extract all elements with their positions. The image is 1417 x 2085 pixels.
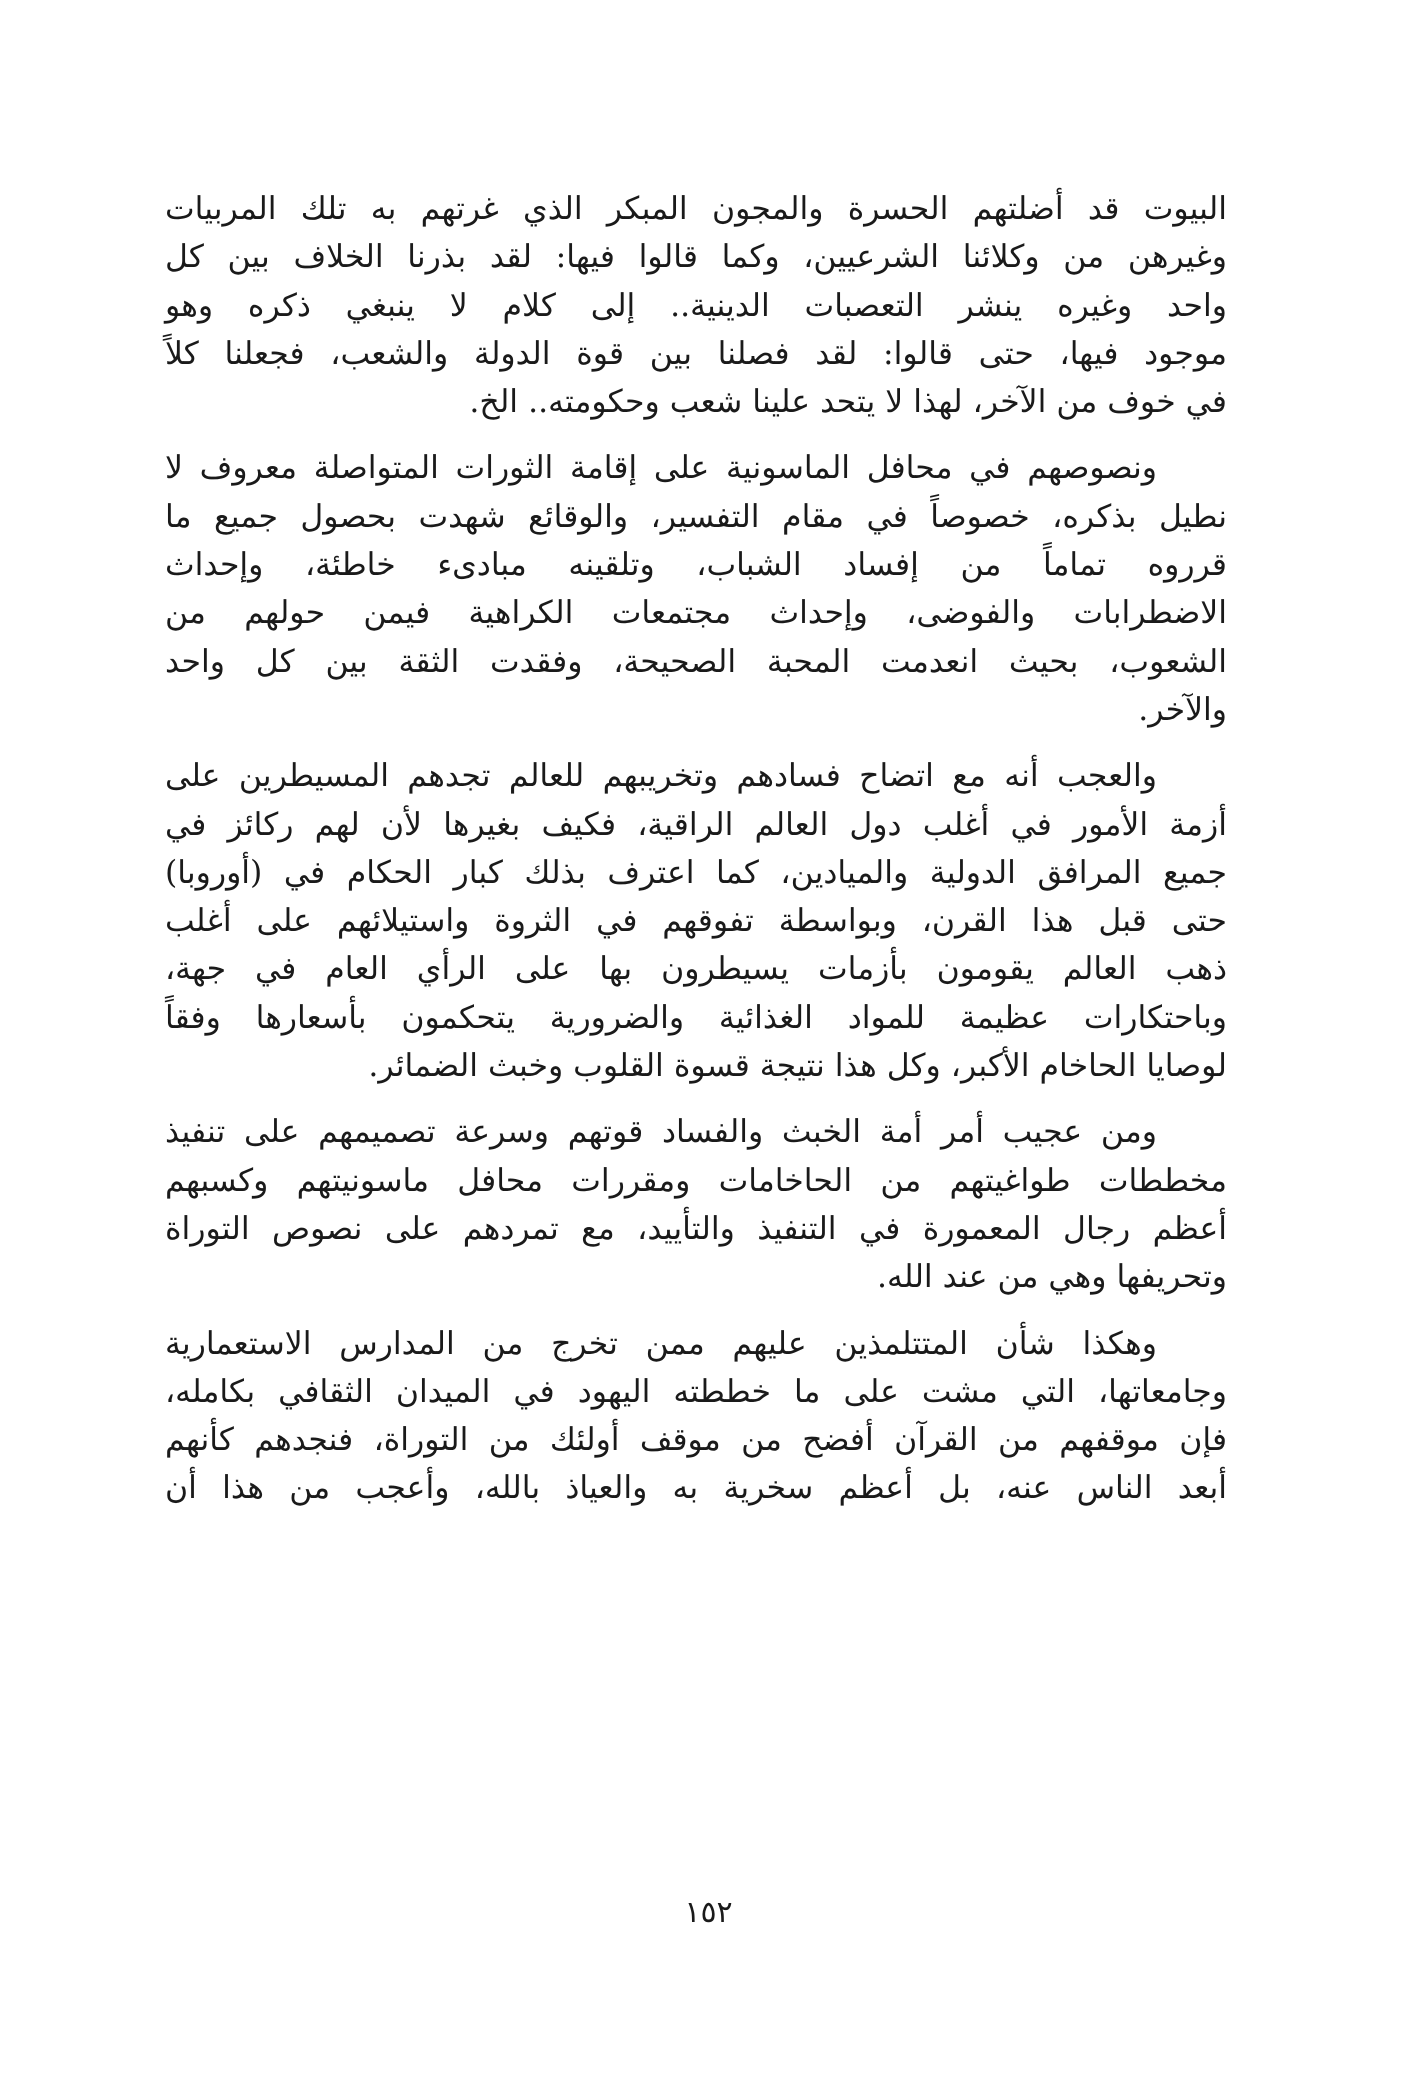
text-line: فإن موقفهم من القرآن أفضح من موقف أولئك من التوراة، فنجدهم كأنهم [165, 1422, 1227, 1459]
text-line: وباحتكارات عظيمة للمواد الغذائية والضرورية يتحكمون بأسعارها وفقاً [165, 999, 1227, 1036]
text-line: مخططات طواغيتهم من الحاخامات ومقررات محافل ماسونيتهم وكسبهم [165, 1162, 1227, 1199]
text-line: في خوف من الآخر، لهذا لا يتحد علينا شعب وحكومته.. الخ. [469, 384, 1227, 421]
paragraph-2 [165, 444, 1227, 734]
text-line: ونصوصهم في محافل الماسونية على إقامة الثورات المتواصلة معروف لا [165, 450, 1157, 487]
text-line: نطيل بذكره، خصوصاً في مقام التفسير، والوقائع شهدت بحصول جميع ما [165, 498, 1227, 535]
text-line: وجامعاتها، التي مشت على ما خططته اليهود في الميدان الثقافي بكامله، [165, 1373, 1227, 1410]
text-line: أعظم رجال المعمورة في التنفيذ والتأييد، مع تمردهم على نصوص التوراة [165, 1210, 1227, 1247]
text-line: ذهب العالم يقومون بأزمات يسيطرون بها على الرأي العام في جهة، [165, 951, 1227, 988]
text-line: قرروه تماماً من إفساد الشباب، وتلقينه مبادىء خاطئة، وإحداث [165, 547, 1227, 584]
text-line: جميع المرافق الدولية والميادين، كما اعترف بذلك كبار الحكام في (أوروبا) [165, 854, 1227, 891]
text-line: وهكذا شأن المتتلمذين عليهم ممن تخرج من المدارس الاستعمارية [165, 1325, 1157, 1362]
text-line: أزمة الأمور في أغلب دول العالم الراقية، فكيف بغيرها لأن لهم ركائز في [165, 806, 1227, 843]
paragraph-4 [165, 1108, 1227, 1301]
paragraph-5 [165, 1320, 1227, 1513]
text-line: موجود فيها، حتى قالوا: لقد فصلنا بين قوة الدولة والشعب، فجعلنا كلاً [165, 335, 1227, 372]
text-line: وغيرهن من وكلائنا الشرعيين، وكما قالوا فيها: لقد بذرنا الخلاف بين كل [165, 239, 1227, 276]
text-line: حتى قبل هذا القرن، وبواسطة تفوقهم في الثروة واستيلائهم على أغلب [165, 903, 1227, 940]
text-line: والآخر. [1138, 691, 1227, 728]
text-line: أبعد الناس عنه، بل أعظم سخرية به والعياذ بالله، وأعجب من هذا أن [165, 1470, 1227, 1507]
text-line: لوصايا الحاخام الأكبر، وكل هذا نتيجة قسوة القلوب وخبث الضمائر. [368, 1048, 1227, 1085]
text-line: البيوت قد أضلتهم الحسرة والمجون المبكر الذي غرتهم به تلك المربيات [165, 191, 1227, 227]
text-line: ومن عجيب أمر أمة الخبث والفساد قوتهم وسرعة تصميمهم على تنفيذ [165, 1114, 1157, 1151]
text-line: الشعوب، بحيث انعدمت المحبة الصحيحة، وفقدت الثقة بين كل واحد [165, 643, 1227, 680]
paragraph-1 [165, 185, 1227, 426]
paragraph-3 [165, 752, 1227, 1090]
text-line: واحد وغيره ينشر التعصبات الدينية.. إلى كلام لا ينبغي ذكره وهو [165, 287, 1227, 324]
page-body [165, 185, 1227, 1531]
text-line: الاضطرابات والفوضى، وإحداث مجتمعات الكراهية فيمن حولهم من [165, 595, 1227, 632]
page-number: ١٥٢ [684, 1895, 733, 1930]
text-line: والعجب أنه مع اتضاح فسادهم وتخريبهم للعالم تجدهم المسيطرين على [165, 758, 1157, 795]
text-line: وتحريفها وهي من عند الله. [876, 1259, 1227, 1296]
